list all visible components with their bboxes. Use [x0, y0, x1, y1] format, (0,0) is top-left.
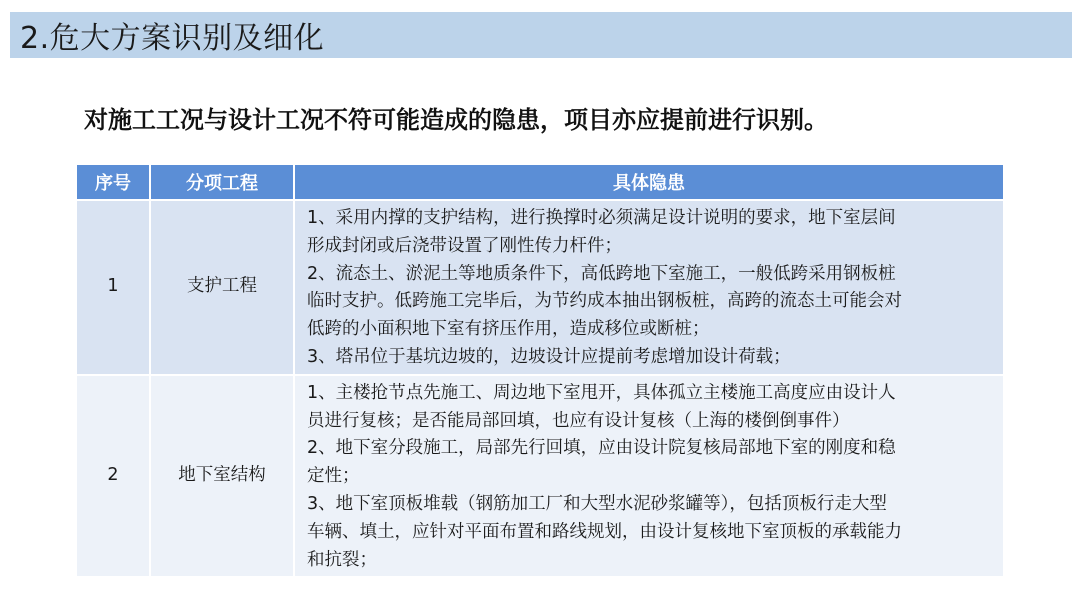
column-header-details: 具体隐患	[295, 165, 1003, 199]
detail-line: 定性；	[307, 466, 360, 487]
detail-line: 1、采用内撑的支护结构，进行换撑时必须满足设计说明的要求，地下室层间	[307, 208, 896, 228]
detail-line: 低跨的小面积地下室有挤压作用，造成移位或断桩；	[307, 319, 710, 340]
detail-line: 1、主楼抢节点先施工、周边地下室甩开，具体孤立主楼施工高度应由设计人	[307, 382, 896, 403]
detail-line: 3、地下室顶板堆载（钢筋加工厂和大型水泥砂浆罐等），包括顶板行走大型	[307, 493, 887, 514]
detail-line: 车辆、填土，应针对平面布置和路线规划，由设计复核地下室顶板的承载能力	[307, 521, 902, 542]
slide-subtitle: 对施工工况与设计工况不符可能造成的隐患，项目亦应提前进行识别。	[84, 106, 828, 134]
row-details	[295, 201, 1003, 374]
row-number: 1	[77, 201, 149, 374]
column-header-category: 分项工程	[151, 165, 293, 199]
table-row	[77, 201, 1003, 374]
column-header-no: 序号	[77, 165, 149, 199]
table-row	[77, 376, 1003, 577]
table-header-row	[77, 165, 1003, 199]
detail-line: 员进行复核；是否能局部回填，也应有设计复核（上海的楼倒倒事件）	[307, 410, 850, 431]
slide-title-bar	[10, 12, 1072, 58]
row-number: 2	[77, 376, 149, 577]
detail-line: 3、塔吊位于基坑边坡的，边坡设计应提前考虑增加设计荷载；	[307, 346, 791, 367]
detail-line: 2、地下室分段施工，局部先行回填，应由设计院复核局部地下室的刚度和稳	[307, 438, 896, 459]
hazard-table	[75, 163, 1005, 578]
detail-line: 2、流态土、淤泥土等地质条件下，高低跨地下室施工，一般低跨采用钢板桩	[307, 263, 896, 284]
detail-line: 临时支护。低跨施工完毕后，为节约成本抽出钢板桩，高跨的流态土可能会对	[307, 291, 902, 312]
detail-line: 和抗裂；	[307, 549, 377, 570]
row-category: 支护工程	[151, 201, 293, 374]
row-details	[295, 376, 1003, 577]
detail-line: 形成封闭或后浇带设置了刚性传力杆件；	[307, 235, 622, 256]
row-category: 地下室结构	[151, 376, 293, 577]
slide-title: 2.危大方案识别及细化	[20, 21, 325, 56]
